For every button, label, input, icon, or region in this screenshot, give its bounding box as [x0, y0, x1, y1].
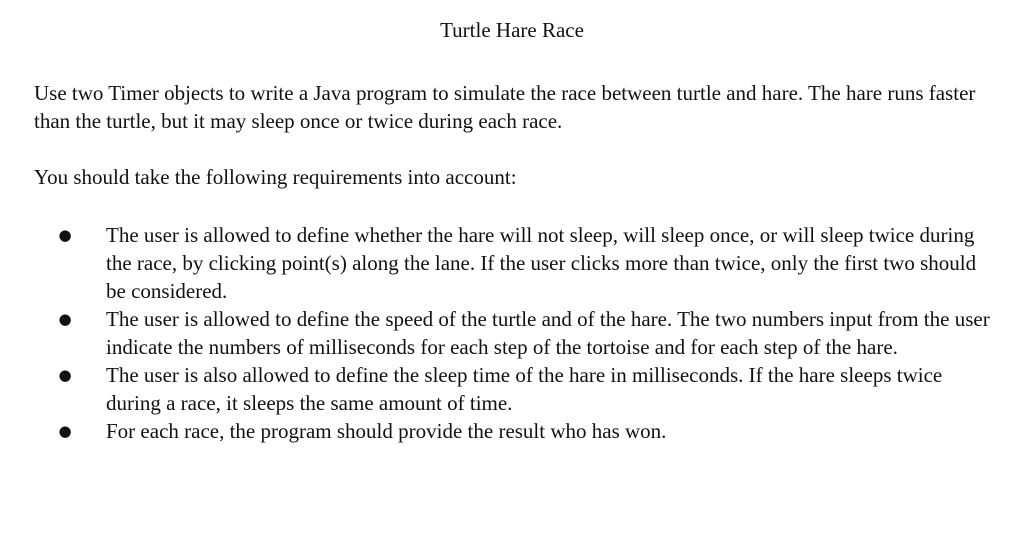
document-title: Turtle Hare Race: [440, 18, 584, 42]
bullet-icon: ●: [58, 422, 72, 440]
requirement-text: The user is also allowed to define the sleep time of the hare in milliseconds. If the hare sleeps twice during a race, it sleeps the same amount of time.: [106, 363, 943, 415]
requirement-item: [34, 305, 990, 361]
bullet-icon: ●: [58, 366, 72, 384]
requirement-text: For each race, the program should provide the result who has won.: [106, 419, 667, 443]
requirement-item: [34, 221, 990, 305]
requirement-item: [34, 361, 990, 417]
bullet-icon: ●: [58, 310, 72, 328]
requirements-intro: You should take the following requirements into account:: [34, 165, 517, 189]
requirement-text: The user is allowed to define the speed of the turtle and of the hare. The two numbers input from the user indicate the numbers of milliseconds for each step of the tortoise and for each step of the hare.: [106, 307, 990, 359]
intro-paragraph: Use two Timer objects to write a Java program to simulate the race between turtle and hare. The hare runs faster than the turtle, but it may sleep once or twice during each race.: [34, 81, 976, 133]
requirements-list: [34, 221, 990, 445]
requirement-text: The user is allowed to define whether the hare will not sleep, will sleep once, or will sleep twice during the race, by clicking point(s) along the lane. If the user clicks more than twice, only the first two should be considered.: [106, 223, 977, 303]
requirement-item: [34, 417, 990, 445]
bullet-icon: ●: [58, 226, 72, 244]
